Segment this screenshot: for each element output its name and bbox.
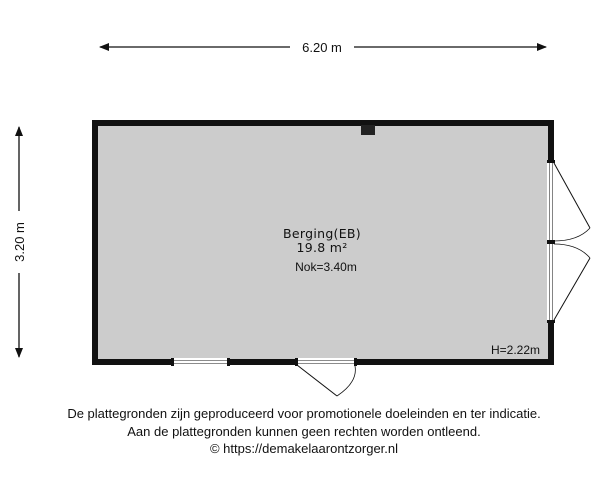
- ridge-height: Nok=3.40m: [295, 260, 357, 274]
- door-leaf-upper: [554, 163, 590, 228]
- room-name: Berging(EB): [283, 226, 361, 241]
- door-right-double: [547, 160, 590, 323]
- door-swing-arc: [337, 366, 355, 396]
- vent-block: [361, 125, 375, 135]
- width-label: 6.20 m: [302, 40, 342, 55]
- window-bottom: [171, 358, 230, 366]
- eave-height: H=2.22m: [490, 343, 540, 357]
- door-leaf-lower: [554, 258, 590, 320]
- door-bottom: [295, 358, 357, 396]
- disclaimer: [0, 405, 608, 458]
- door-leaf: [297, 365, 337, 396]
- door-swing-arc-upper: [554, 228, 590, 241]
- door-swing-arc-lower: [554, 244, 590, 258]
- disclaimer-line-1: De plattegronden zijn geproduceerd voor promotionele doeleinden en ter indicatie.: [67, 406, 541, 421]
- height-label: 3.20 m: [12, 222, 27, 262]
- disclaimer-line-2: Aan de plattegronden kunnen geen rechten worden ontleend.: [127, 423, 481, 439]
- height-dimension: [10, 127, 28, 357]
- width-dimension: [100, 38, 546, 56]
- room-area: 19.8 m²: [296, 240, 348, 255]
- copyright-link[interactable]: © https://demakelaarontzorger.nl: [209, 441, 399, 456]
